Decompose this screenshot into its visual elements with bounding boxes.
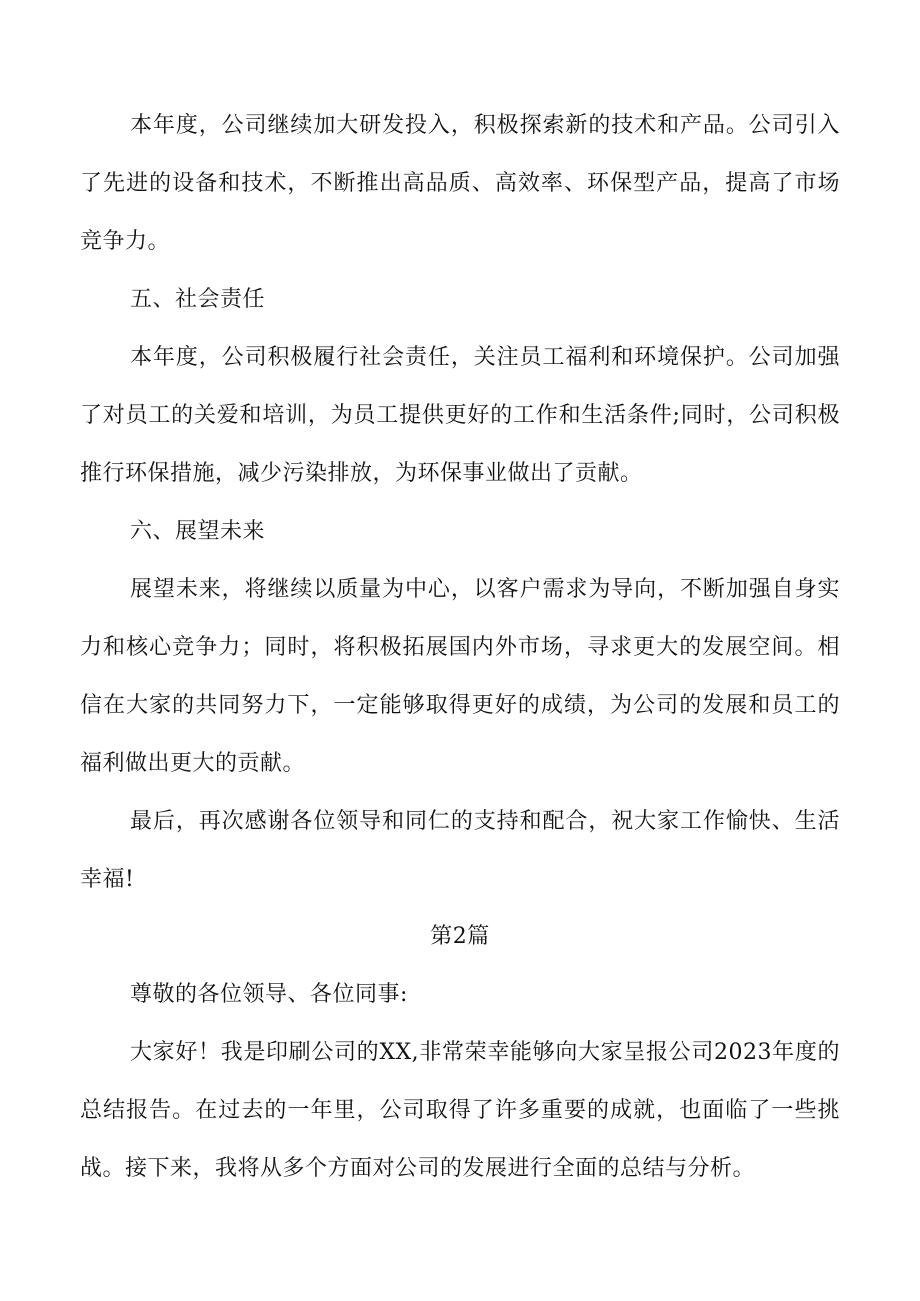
paragraph-report-intro: 大家好！我是印刷公司的XX,非常荣幸能够向大家呈报公司2023年度的总结报告。在过去的一年里，公司取得了许多重要的成就，也面临了一些挑战。接下来，我将从多个方面对公司的发展进行全面的总结与分析。 bbox=[80, 1040, 840, 1181]
heading-social-responsibility: 五、社会责任 bbox=[130, 287, 266, 312]
section-title: 第2篇 bbox=[430, 924, 490, 949]
greeting-line: 尊敬的各位领导、各位同事: bbox=[130, 982, 408, 1007]
paragraph-future-outlook: 展望未来，将继续以质量为中心，以客户需求为导向，不断加强自身实力和核心竞争力；同时，将积极拓展国内外市场，寻求更大的发展空间。相信在大家的共同努力下，一定能够取得更好的成绩，为公司的发展和员工的福利做出更大的贡献。 bbox=[80, 577, 840, 776]
heading-future-outlook: 六、展望未来 bbox=[130, 519, 266, 544]
paragraph-closing-thanks: 最后，再次感谢各位领导和同仁的支持和配合，祝大家工作愉快、生活幸福! bbox=[80, 809, 840, 892]
paragraph-rnd-investment: 本年度，公司继续加大研发投入，积极探索新的技术和产品。公司引入了先进的设备和技术，不断推出高品质、高效率、环保型产品，提高了市场竞争力。 bbox=[80, 113, 840, 254]
paragraph-social-responsibility: 本年度，公司积极履行社会责任，关注员工福利和环境保护。公司加强了对员工的关爱和培训，为员工提供更好的工作和生活条件;同时，公司积极推行环保措施，减少污染排放，为环保事业做出了贡献。 bbox=[80, 345, 840, 486]
